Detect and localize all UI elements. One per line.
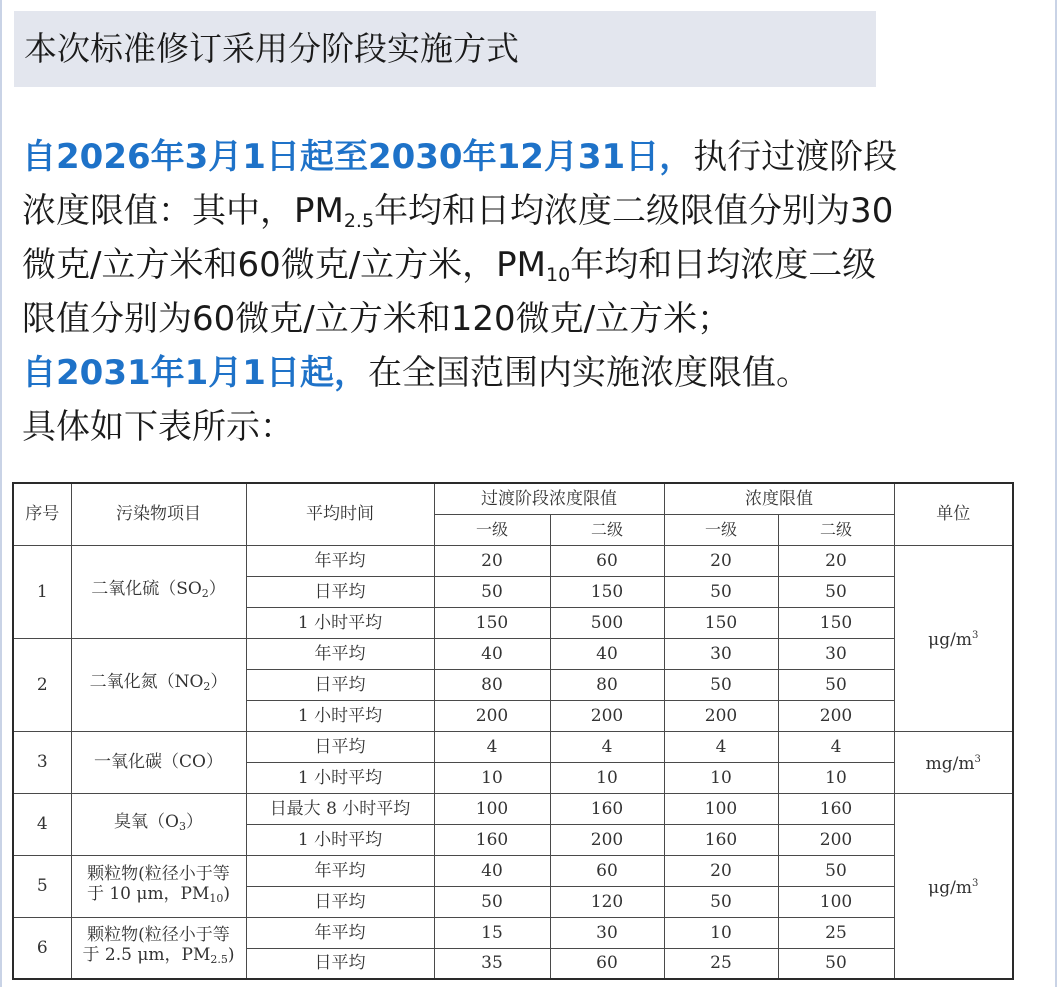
- value-cell: 120: [550, 886, 664, 917]
- unit-cell: $\mu g/m^3$: [894, 793, 1013, 979]
- value-cell: 4: [434, 731, 550, 762]
- value-cell: 40: [434, 855, 550, 886]
- value-cell: 60: [550, 948, 664, 979]
- intro-line-4: 限值分别为60微克/立方米和120微克/立方米；: [22, 299, 732, 339]
- value-cell: 160: [550, 793, 664, 824]
- row-number: 3: [13, 731, 71, 793]
- avg-time-cell: 1 小时平均: [246, 824, 434, 855]
- intro-line-1: [22, 130, 1052, 184]
- table-row: [13, 793, 1013, 824]
- value-cell: 50: [664, 669, 778, 700]
- value-cell: 80: [434, 669, 550, 700]
- pollutant-name: 颗粒物(粒径小于等 于 2.5 μm，PM2.5): [71, 917, 246, 979]
- intro-paragraph: [22, 130, 1052, 454]
- pollutant-name: 颗粒物(粒径小于等 于 10 μm，PM10): [71, 855, 246, 917]
- value-cell: 100: [778, 886, 894, 917]
- value-cell: 10: [550, 762, 664, 793]
- avg-time-cell: 年平均: [246, 855, 434, 886]
- table-row: [13, 917, 1013, 948]
- pollutant-name: 臭氧（O3）: [71, 793, 246, 855]
- value-cell: 20: [778, 545, 894, 576]
- value-cell: 160: [778, 793, 894, 824]
- table-row: [13, 545, 1013, 576]
- intro-line-5: [22, 346, 1052, 400]
- limits-table: [12, 482, 1014, 980]
- avg-time-cell: 日平均: [246, 731, 434, 762]
- value-cell: 10: [664, 917, 778, 948]
- value-cell: 25: [778, 917, 894, 948]
- intro-text: 在全国范围内实施浓度限值。: [367, 353, 810, 393]
- highlight-date: 自2031年1月1日起，: [22, 353, 368, 393]
- avg-time-cell: 日最大 8 小时平均: [246, 793, 434, 824]
- value-cell: 50: [778, 855, 894, 886]
- pollutant-name: 一氧化碳（CO）: [71, 731, 246, 793]
- limits-table-container: [12, 482, 1012, 979]
- value-cell: 50: [664, 886, 778, 917]
- value-cell: 200: [778, 700, 894, 731]
- intro-text: 年均和日均浓度二级限值分别为30: [374, 191, 894, 231]
- value-cell: 15: [434, 917, 550, 948]
- subscript: 2.5: [343, 210, 375, 232]
- row-number: 1: [13, 545, 71, 638]
- value-cell: 30: [778, 638, 894, 669]
- row-number: 4: [13, 793, 71, 855]
- value-cell: 25: [664, 948, 778, 979]
- intro-text: 微克/立方米和60微克/立方米，PM: [22, 245, 547, 285]
- value-cell: 200: [664, 700, 778, 731]
- row-number: 5: [13, 855, 71, 917]
- header-unit: 单位: [894, 483, 1013, 545]
- header-item: 污染物项目: [71, 483, 246, 545]
- value-cell: 50: [778, 669, 894, 700]
- value-cell: 150: [664, 607, 778, 638]
- avg-time-cell: 日平均: [246, 576, 434, 607]
- value-cell: 10: [778, 762, 894, 793]
- table-row: [13, 638, 1013, 669]
- value-cell: 150: [550, 576, 664, 607]
- header-transition: 过渡阶段浓度限值: [434, 483, 664, 514]
- value-cell: 20: [664, 855, 778, 886]
- intro-line-6: 具体如下表所示：: [22, 407, 294, 447]
- table-header-row: [13, 483, 1013, 514]
- avg-time-cell: 1 小时平均: [246, 700, 434, 731]
- value-cell: 20: [664, 545, 778, 576]
- value-cell: 40: [434, 638, 550, 669]
- value-cell: 10: [664, 762, 778, 793]
- header-grade1: 一级: [664, 514, 778, 545]
- header-grade2: 二级: [550, 514, 664, 545]
- value-cell: 200: [550, 700, 664, 731]
- intro-line-3: [22, 238, 1052, 292]
- value-cell: 200: [550, 824, 664, 855]
- row-number: 6: [13, 917, 71, 979]
- intro-line-2: [22, 184, 1052, 238]
- value-cell: 160: [434, 824, 550, 855]
- value-cell: 30: [550, 917, 664, 948]
- value-cell: 100: [434, 793, 550, 824]
- highlight-date-range: 自2026年3月1日起至2030年12月31日，: [22, 137, 694, 177]
- header-avg-time: 平均时间: [246, 483, 434, 545]
- value-cell: 200: [434, 700, 550, 731]
- value-cell: 4: [778, 731, 894, 762]
- value-cell: 10: [434, 762, 550, 793]
- row-number: 2: [13, 638, 71, 731]
- avg-time-cell: 年平均: [246, 638, 434, 669]
- value-cell: 50: [778, 948, 894, 979]
- value-cell: 60: [550, 545, 664, 576]
- value-cell: 80: [550, 669, 664, 700]
- value-cell: 60: [550, 855, 664, 886]
- pollutant-name: 二氧化硫（SO2）: [71, 545, 246, 638]
- intro-text: 年均和日均浓度二级: [570, 245, 877, 285]
- value-cell: 40: [550, 638, 664, 669]
- avg-time-cell: 1 小时平均: [246, 762, 434, 793]
- avg-time-cell: 日平均: [246, 948, 434, 979]
- value-cell: 150: [434, 607, 550, 638]
- value-cell: 200: [778, 824, 894, 855]
- table-row: [13, 855, 1013, 886]
- value-cell: 50: [664, 576, 778, 607]
- subscript: 10: [546, 264, 571, 286]
- header-no: 序号: [13, 483, 71, 545]
- avg-time-cell: 年平均: [246, 917, 434, 948]
- value-cell: 150: [778, 607, 894, 638]
- value-cell: 50: [778, 576, 894, 607]
- header-limit: 浓度限值: [664, 483, 894, 514]
- avg-time-cell: 年平均: [246, 545, 434, 576]
- page-title: 本次标准修订采用分阶段实施方式: [24, 29, 519, 68]
- intro-text: 浓度限值：其中，PM: [22, 191, 344, 231]
- table-row: [13, 731, 1013, 762]
- avg-time-cell: 日平均: [246, 886, 434, 917]
- value-cell: 50: [434, 576, 550, 607]
- value-cell: 500: [550, 607, 664, 638]
- avg-time-cell: 1 小时平均: [246, 607, 434, 638]
- value-cell: 160: [664, 824, 778, 855]
- pollutant-name: 二氧化氮（NO2）: [71, 638, 246, 731]
- value-cell: 50: [434, 886, 550, 917]
- intro-text: 执行过渡阶段: [693, 137, 898, 177]
- value-cell: 30: [664, 638, 778, 669]
- header-grade1: 一级: [434, 514, 550, 545]
- unit-cell: $mg/m^3$: [894, 731, 1013, 793]
- value-cell: 4: [664, 731, 778, 762]
- header-grade2: 二级: [778, 514, 894, 545]
- value-cell: 4: [550, 731, 664, 762]
- value-cell: 35: [434, 948, 550, 979]
- unit-cell: $\mu g/m^3$: [894, 545, 1013, 731]
- avg-time-cell: 日平均: [246, 669, 434, 700]
- value-cell: 20: [434, 545, 550, 576]
- value-cell: 100: [664, 793, 778, 824]
